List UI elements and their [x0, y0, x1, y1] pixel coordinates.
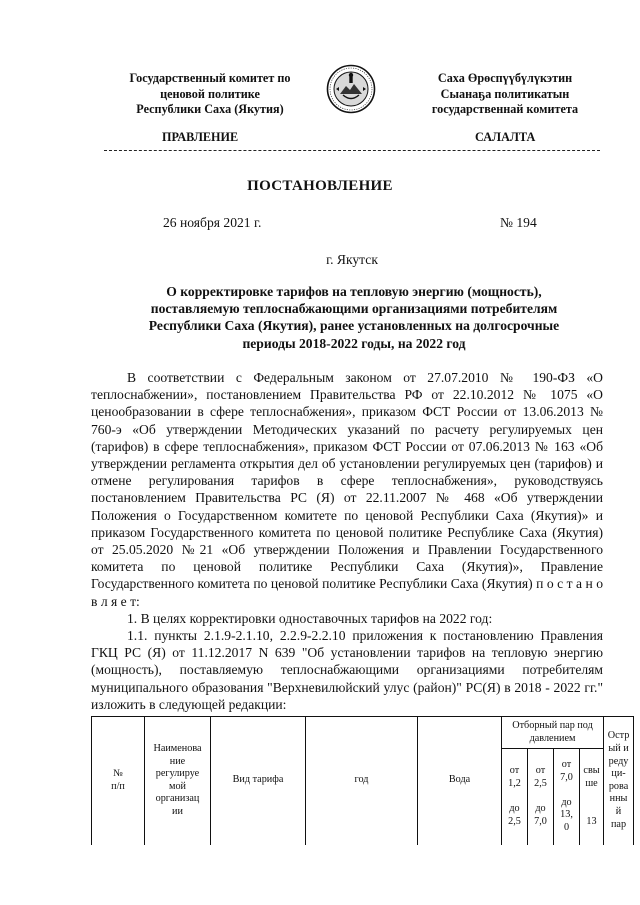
header-year: год [306, 717, 418, 845]
item-1-1: 1.1. пункты 2.1.9-2.1.10, 2.2.9-2.2.10 приложения к постановлению Правления ГКЦ РС (Я) от 11.12.2017 N 639 "Об установлении тарифов на тепловую энергию (мощность), поставляемую теплоснабжающими организациями потребителям муниципального образования "Верхневилюйский улус (район)" РС(Я) в 2018 - 2022 гг." изложить в следующей редакции: [91, 628, 603, 712]
header-steam-range: от 2,5 до 7,0 [528, 749, 554, 845]
header-steam-range: от 1,2 до 2,5 [502, 749, 528, 845]
committee-line: Государственный комитет по [129, 71, 291, 85]
committee-line: Республики Саха (Якутия) [136, 102, 284, 116]
document-body [91, 369, 603, 713]
header-divider [104, 150, 600, 151]
committee-line: Саха Өрөспүүбүлүкэтин [437, 71, 573, 85]
header-tariff-type: Вид тарифа [211, 717, 306, 845]
document-date: 26 ноября 2021 г. [163, 215, 262, 230]
subject-line: Республики Саха (Якутия), ранее установленных на долгосрочные [148, 318, 560, 334]
item-1: 1. В целях корректировки одноставочных тарифов на 2022 год: [127, 610, 493, 626]
header-water: Вода [418, 717, 502, 845]
subject-line: О корректировке тарифов на тепловую энергию (мощность), [166, 284, 542, 299]
document-subject [108, 283, 600, 352]
board-label-sakha: САЛАЛТА [475, 130, 536, 144]
committee-line: государственнай комитета [431, 102, 579, 116]
tariff-table [91, 716, 634, 845]
main-paragraph: В соответствии с Федеральным законом от 27.07.2010 № 190-ФЗ «О теплоснабжении», постановлением Правительства РФ от 22.10.2012 № 1075 «О ценообразовании в сфере теплоснабжения», приказом ФСТ России от 13.06.2013 № 760-э «Об утверждении Методических указаний по расчету регулируемых цен (тарифов) в сфере теплоснабжения», приказом ФСТ России от 07.06.2013 № 163 «Об утверждении регламента открытия дел об установлении регулируемых цен (тарифов) и отмене регулирования тарифов в сфере теплоснабжения», руководствуясь постановлением Правительства РС (Я) от 22.11.2007 № 468 «Об утверждении Положения о Государственном комитете по ценовой Республики Саха (Якутия)» и приказом Государственного комитета по ценовой политике Республике Саха (Якутия) от 25.05.2020 №21 «Об утверждении Положения и Правлении Государственного комитета по ценовой политике Республики Саха (Якутия)», Правление Государственного комитета по ценовой политике Республики Саха (Якутия) п о с т а н о в л я е т: [91, 370, 603, 609]
committee-name-sakha [402, 71, 608, 118]
header-steam-group: Отборный пар под давлением [502, 717, 604, 749]
coat-of-arms-icon [326, 64, 376, 114]
subject-line: периоды 2018-2022 годы, на 2022 год [242, 335, 466, 351]
header-steam-range: от 7,0 до 13, 0 [554, 749, 580, 845]
document-number: № 194 [500, 215, 537, 230]
board-label-russian: ПРАВЛЕНИЕ [162, 130, 239, 144]
committee-name-russian [104, 71, 316, 118]
committee-line: ценовой политике [160, 86, 260, 101]
header-num: № п/п [92, 717, 145, 845]
header-steam-range: свы ше 13 [580, 749, 604, 845]
committee-line: Сыанаҕа политикатын [440, 86, 570, 101]
document-city: г. Якутск [326, 252, 378, 267]
header-organization: Наименова ние регулируе мой организац ии [145, 717, 211, 845]
header-sharp-steam: Остр ый и реду ци- рова нны й пар [604, 717, 634, 845]
subject-line: поставляемую теплоснабжающими организациями потребителям [150, 301, 558, 317]
document-title: ПОСТАНОВЛЕНИЕ [247, 178, 393, 194]
